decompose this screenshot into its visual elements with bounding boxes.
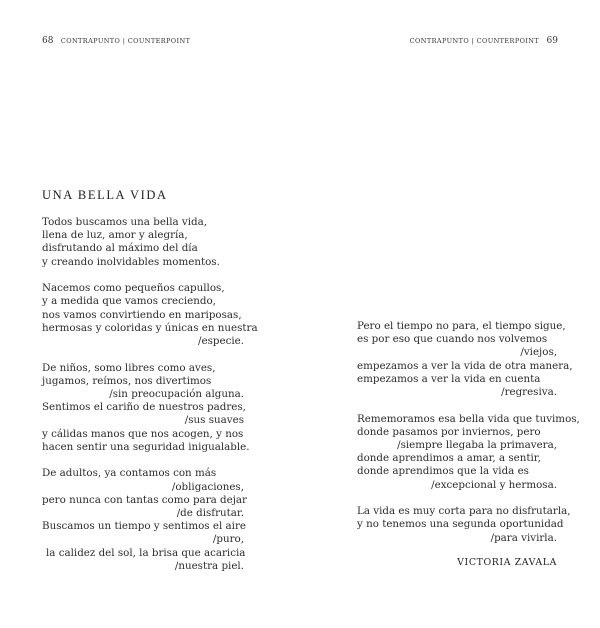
stanza (357, 320, 573, 399)
poem-line-continuation: /viejos, (520, 346, 557, 359)
poem-line-continuation: /obligaciones, (171, 480, 244, 493)
poem-author: VICTORIA ZAVALA (457, 557, 557, 568)
poem-line-continuation: /siempre llegaba la primavera, (397, 439, 557, 452)
poem-line: Nacemos como pequeños capullos, (42, 282, 225, 295)
poem-line: llena de luz, amor y alegría, (42, 229, 188, 242)
stanza (42, 216, 244, 269)
poem-line-continuation: /nuestra piel. (174, 559, 244, 572)
poem-line: De adultos, ya contamos con más (42, 467, 217, 480)
poem-line: nos vamos convirtiendo en mariposas, (42, 308, 242, 321)
poem-line: donde pasamos por inviernos, pero (357, 425, 541, 438)
poem-line: La vida es muy corta para no disfrutarla, (357, 505, 571, 518)
poem-line-continuation: /sus suaves (184, 414, 244, 427)
stanza (42, 361, 250, 454)
poem-line-continuation: /especie. (198, 335, 244, 348)
poem-line-continuation: /para vivirla. (490, 531, 557, 544)
stanza (42, 467, 247, 573)
poem-line: donde aprendimos que la vida es (357, 465, 529, 478)
right-page-number: 69 (546, 36, 558, 46)
right-page (300, 0, 600, 628)
poem-line: hermosas y coloridas y únicas en nuestra (42, 321, 258, 334)
stanza (357, 505, 571, 545)
poem-line: es por eso que cuando nos volvemos (357, 333, 548, 346)
poem-body-left (42, 216, 258, 586)
poem-line-continuation: /excepcional y hermosa. (431, 478, 557, 491)
poem-line: la calidez del sol, la brisa que acaricia (46, 546, 246, 559)
poem-body-right (357, 320, 580, 558)
poem-title: UNA BELLA VIDA (42, 188, 168, 202)
poem-line: y no tenemos una segunda oportunidad (357, 518, 564, 531)
poem-line: Buscamos un tiempo y sentimos el aire (42, 520, 246, 533)
poem-line-continuation: /sin preocupación alguna. (109, 388, 244, 401)
poem-line: y creando inolvidables momentos. (42, 255, 220, 268)
poem-line: Todos buscamos una bella vida, (42, 216, 208, 228)
poem-line: pero nunca con tantas como para dejar (42, 493, 247, 506)
poem-line: De niños, somo libres como aves, (42, 361, 216, 374)
poem-line-continuation: /de disfrutar. (176, 507, 244, 520)
poem-line-continuation: /puro, (212, 533, 244, 546)
poem-line: y a medida que vamos creciendo, (42, 295, 216, 308)
poem-line: Pero el tiempo no para, el tiempo sigue, (357, 320, 566, 332)
poem-line: Sentimos el cariño de nuestros padres, (42, 401, 246, 414)
left-running-head (42, 36, 190, 46)
left-running-head-text: CONTRAPUNTO | COUNTERPOINT (60, 37, 191, 45)
poem-line: empezamos a ver la vida de otra manera, (357, 359, 573, 372)
poem-line: donde aprendimos a amar, a sentir, (357, 452, 541, 465)
poem-line: y cálidas manos que nos acogen, y nos (42, 427, 244, 440)
poem-line: empezamos a ver la vida en cuenta (357, 372, 541, 385)
left-page-number: 68 (42, 36, 54, 46)
poem-line: hacen sentir una seguridad inigualable. (42, 440, 250, 453)
right-running-head-text: CONTRAPUNTO | COUNTERPOINT (409, 37, 540, 45)
poem-line-continuation: /regresiva. (501, 386, 557, 399)
poem-line: jugamos, reímos, nos divertimos (42, 374, 212, 387)
stanza (42, 282, 258, 348)
stanza (357, 412, 580, 492)
right-running-head (410, 36, 558, 46)
poem-line: disfrutando al máximo del día (42, 242, 198, 255)
poem-line: Rememoramos esa bella vida que tuvimos, (357, 412, 580, 425)
